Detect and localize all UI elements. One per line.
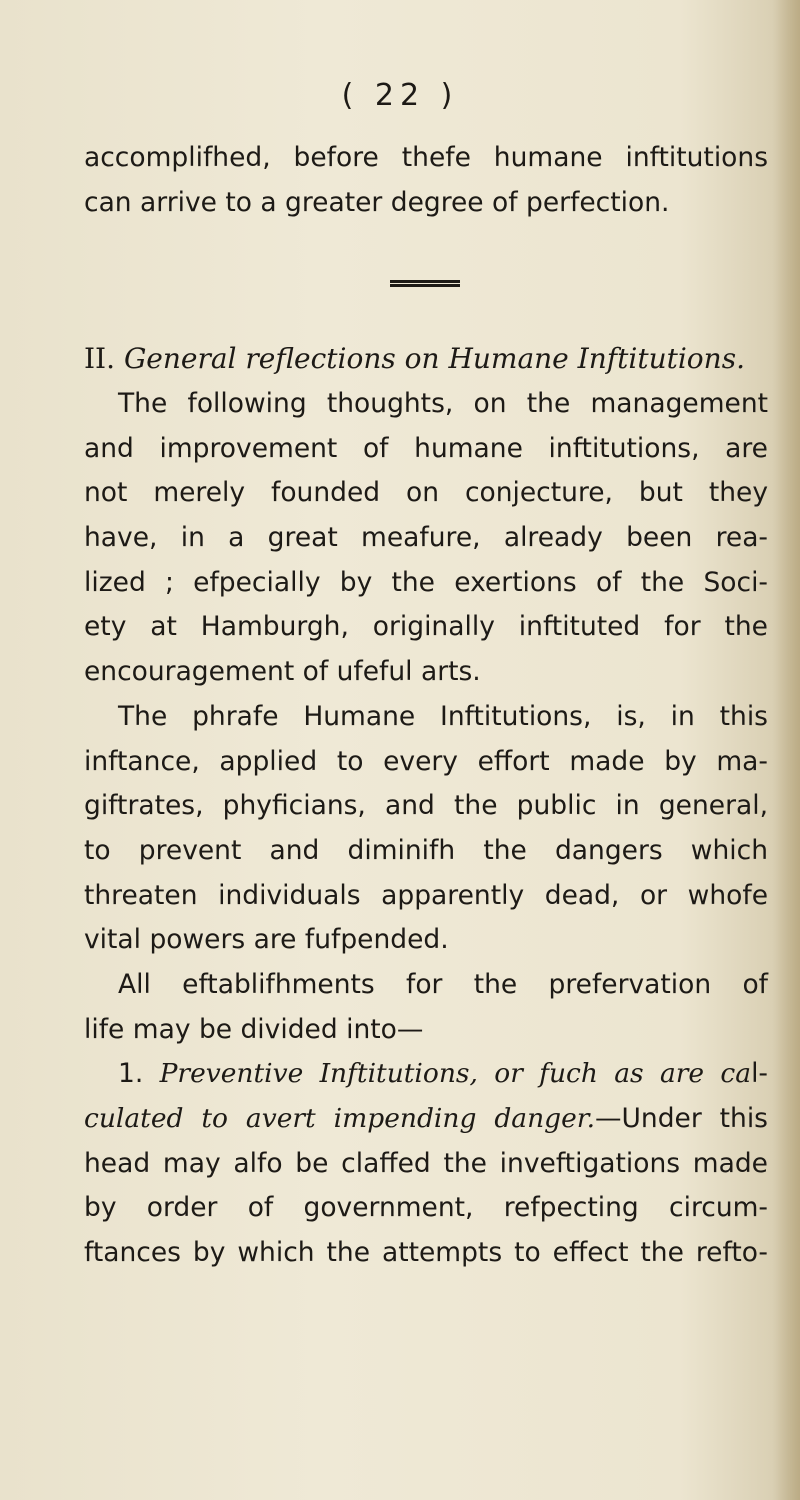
body-line: All eftablifhments for the prefervation of [118, 968, 768, 1000]
body-line: head may alfo be claffed the inveftigations made [84, 1147, 768, 1179]
body-line: vital powers are fufpended. [84, 924, 449, 956]
body-line: have, in a great meafure, already been rea- [84, 522, 768, 554]
intro-paragraph [84, 136, 768, 225]
body-line: encouragement of ufeful arts. [84, 656, 481, 688]
body-line: 1. Preventive Inftitutions, or fuch as are cal- [118, 1058, 768, 1090]
body-line: The phrafe Humane Inftitutions, is, in this [118, 700, 768, 732]
page-edge-shadow [772, 0, 800, 1500]
section-heading [84, 342, 768, 375]
body-line: to prevent and diminifh the dangers which [84, 834, 768, 866]
section-number: II. [84, 342, 116, 375]
body-line: ftances by which the attempts to effect the refto- [84, 1237, 768, 1269]
body-line: The following thoughts, on the management [118, 388, 768, 419]
body-line: culated to avert impending danger.—Under this [84, 1103, 768, 1134]
body-line: not merely founded on conjecture, but they [84, 477, 768, 509]
body-line: inftance, applied to every effort made by ma- [84, 745, 768, 777]
body-line: life may be divided into— [84, 1013, 424, 1045]
page-number: ( 22 ) [341, 78, 459, 113]
body-line: giftrates, phyficians, and the public in general, [84, 790, 768, 822]
body-line: and improvement of humane inftitutions, are [84, 432, 768, 464]
intro-line: can arrive to a greater degree of perfection. [84, 186, 670, 218]
body-line: ety at Hamburgh, originally inftituted for the [84, 611, 768, 643]
body-line: lized ; efpecially by the exertions of the Soci- [84, 566, 768, 598]
body-line: by order of government, refpecting circum- [84, 1192, 768, 1224]
body-text [84, 382, 768, 1276]
section-divider [390, 280, 460, 287]
body-line: threaten individuals apparently dead, or whofe [84, 879, 768, 911]
section-title: General reflections on Humane Inftitutions. [123, 342, 745, 375]
intro-line: accomplifhed, before thefe humane inftitutions [84, 142, 768, 173]
